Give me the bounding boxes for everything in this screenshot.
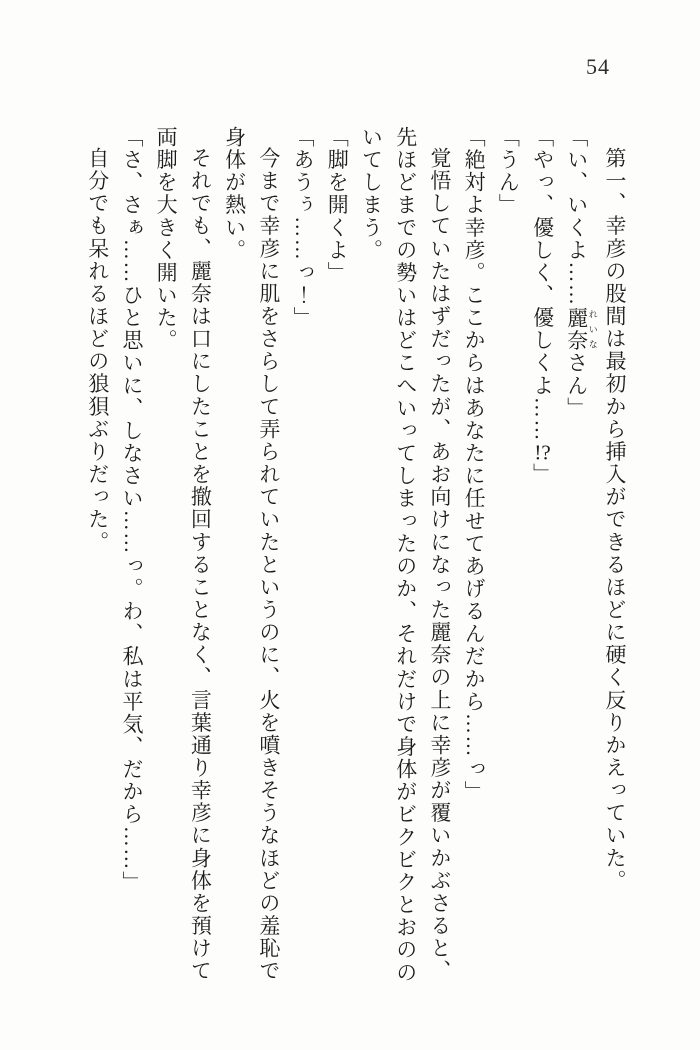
paragraph-2-post: さん」 <box>564 351 589 420</box>
paragraph-12: 自分でも呆れるほどの狼狽ぶりだった。 <box>85 147 110 554</box>
page-number: 54 <box>586 54 610 79</box>
text-block <box>81 126 633 988</box>
paragraph-1: 第一、幸彦の股間は最初から挿入ができるほどに硬く反りかえっていた。 <box>603 147 627 892</box>
paragraph-3-tatechuyoko: !? <box>534 442 551 464</box>
paragraph-2 <box>560 126 598 988</box>
paragraph-6: 覚悟していたはずだったが、あお向けになった麗奈の上に幸彦が覆いかぶさると、先ほどまでの勢いはどこへいってしまったのか、それだけで身体がビクビクとおののいてしまう。 <box>359 126 452 984</box>
paragraph-11: 「さ、さぁ……ひと思いに、しなさい……っ。わ、私は平気、だから……」 <box>119 126 144 894</box>
paragraph-2-pre: 「い、いくよ…… <box>564 126 589 307</box>
paragraph-3-pre: 「やっ、優しく、優しくよ…… <box>530 126 555 443</box>
paragraph-8: 「あうぅ……っ！」 <box>291 126 316 330</box>
ruby-reina <box>564 306 598 352</box>
paragraph-10: それでも、麗奈は口にしたことを撤回することなく、言葉通り幸彦に身体を預けて両脚を大きく開いた。 <box>154 126 213 983</box>
paragraph-4: 「うん」 <box>496 126 521 217</box>
paragraph-5: 「絶対よ幸彦。ここからはあなたに任せてあげるんだから……っ」 <box>462 126 487 804</box>
ruby-furigana: れいな <box>587 306 598 352</box>
paragraph-7: 「脚を開くよ」 <box>325 126 350 285</box>
ruby-base: 麗奈 <box>564 306 589 352</box>
paragraph-9: 今まで幸彦に肌をさらして弄られていたというのに、火を噴きそうなほどの羞恥で身体が熱い。 <box>222 126 281 983</box>
paragraph-3-post: 」 <box>530 463 555 486</box>
paragraph-3 <box>525 126 559 988</box>
